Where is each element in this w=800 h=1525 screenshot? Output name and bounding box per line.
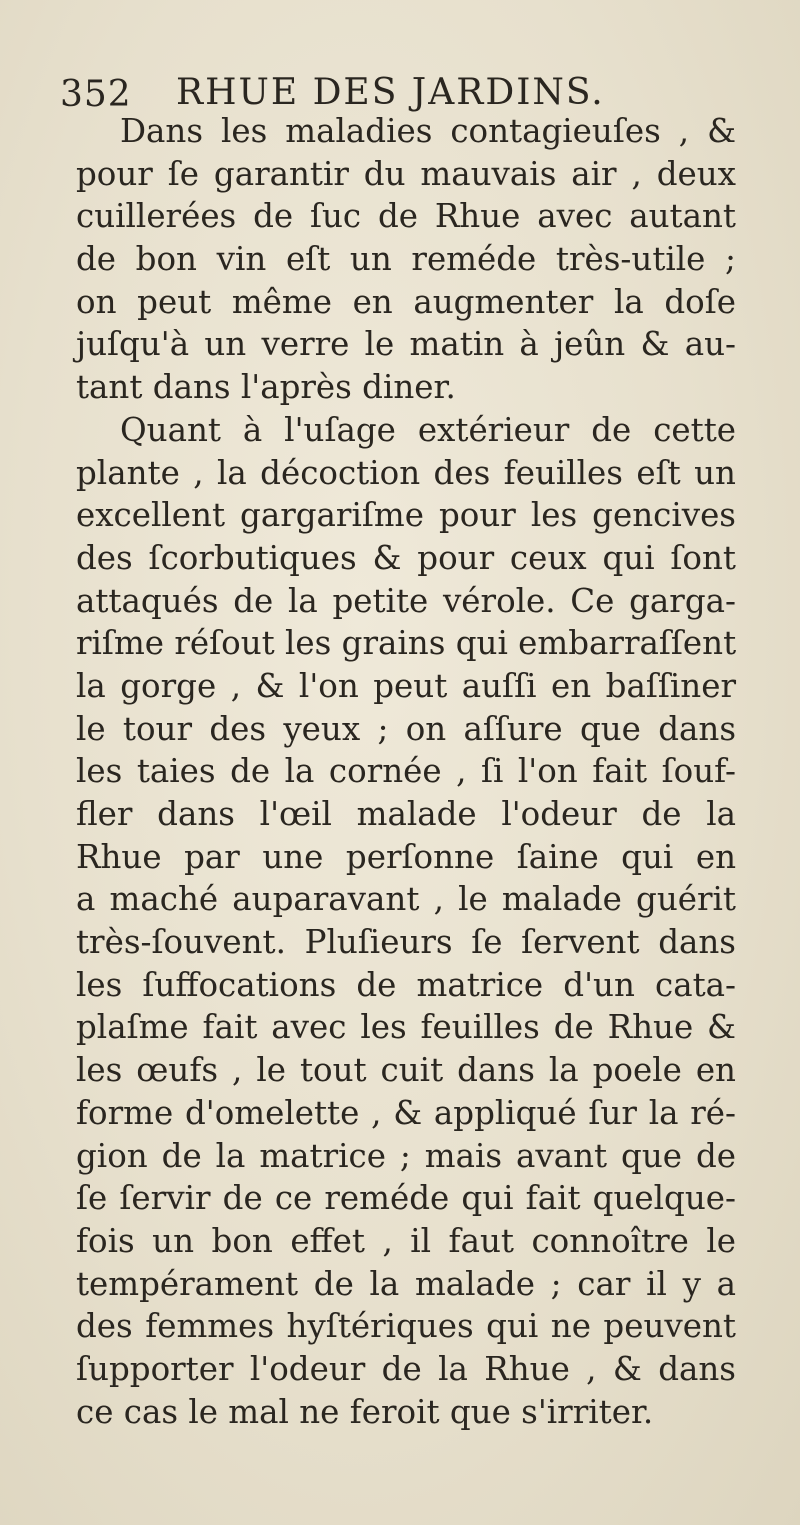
text-line: tant dans l'après diner. <box>76 368 456 407</box>
text-line: riſme réſout les grains qui embarraſſent <box>76 624 737 663</box>
text-line: les taies de la cornée , ſi l'on fait ſouf- <box>76 752 736 791</box>
text-line: ſupporter l'odeur de la Rhue , & dans <box>76 1349 736 1388</box>
text-line: cuillerées de ſuc de Rhue avec autant <box>76 197 736 236</box>
text-line: fois un bon effet , il faut connoître le <box>76 1221 736 1260</box>
text-line: des femmes hyſtériques qui ne peuvent <box>76 1307 736 1346</box>
text-line: pour ſe garantir du mauvais air , deux <box>76 154 736 193</box>
text-line: la gorge , & l'on peut auſſi en baſſiner <box>76 666 736 705</box>
text-line: juſqu'à un verre le matin à jeûn & au- <box>76 325 736 364</box>
text-line: Dans les maladies contagieuſes , & <box>120 112 736 150</box>
text-line: fler dans l'œil malade l'odeur de la <box>76 795 736 833</box>
running-title: RHUE DES JARDINS. <box>176 72 605 113</box>
text-line: attaqués de la petite vérole. Ce garga- <box>76 581 736 620</box>
text-line: les œufs , le tout cuit dans la poele en <box>76 1051 736 1090</box>
text-line: des ſcorbutiques & pour ceux qui ſont <box>76 538 736 577</box>
page-number: 352 <box>60 74 132 115</box>
text-line: forme d'omelette , & appliqué ſur la ré- <box>76 1093 736 1132</box>
text-line: plante , la décoction des feuilles eſt un <box>76 453 736 492</box>
text-line: gion de la matrice ; mais avant que de <box>76 1136 736 1175</box>
text-line: ſe ſervir de ce reméde qui fait quelque- <box>76 1179 736 1218</box>
body-text <box>76 110 736 1433</box>
text-line: plaſme fait avec les feuilles de Rhue & <box>76 1008 736 1047</box>
text-line: Quant à l'uſage extérieur de cette <box>120 410 736 449</box>
text-line: Rhue par une perſonne ſaine qui en <box>76 837 736 876</box>
text-line: on peut même en augmenter la doſe <box>76 282 736 321</box>
text-line: ce cas le mal ne feroit que s'irriter. <box>76 1392 654 1431</box>
text-line: a maché auparavant , le malade guérit <box>76 880 736 919</box>
text-line: le tour des yeux ; on aſſure que dans <box>76 709 736 748</box>
text-line: les ſuffocations de matrice d'un cata- <box>76 965 736 1004</box>
text-line: de bon vin eſt un reméde très-utile ; <box>76 240 736 279</box>
text-line: tempérament de la malade ; car il y a <box>76 1264 736 1303</box>
text-line: excellent gargariſme pour les gencives <box>76 496 736 535</box>
text-line: très-ſouvent. Pluſieurs ſe ſervent dans <box>76 923 736 962</box>
